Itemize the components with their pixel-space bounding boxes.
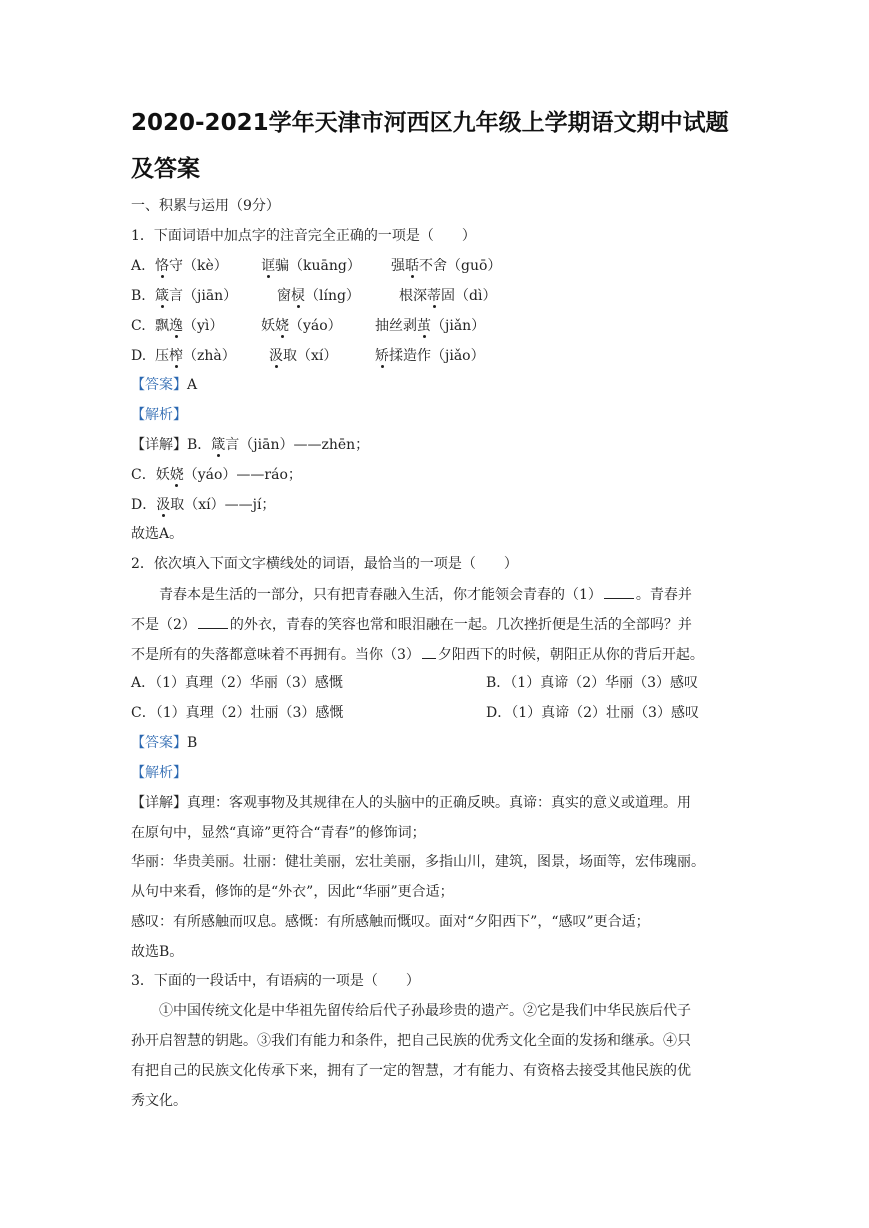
- q1-a-word3: 强聒不舍（guō）: [391, 258, 502, 274]
- q1-answer: [131, 375, 197, 395]
- q1-b-word2: 窗棂（líng）: [277, 288, 360, 304]
- section-heading: 一、积累与运用（9分）: [131, 198, 280, 214]
- option-label: C.: [131, 318, 146, 334]
- q1-detail-b: 【详解】B．箴言（jiān）——zhēn；: [131, 437, 370, 453]
- q1-d-word3: 矫揉造作（jiǎo）: [375, 348, 485, 364]
- q1-b-word3: 根深蒂固（dì）: [399, 288, 497, 304]
- q1-c-word1: 飘逸（yì）: [155, 318, 224, 334]
- q1-a-word2: 诓骗（kuāng）: [261, 258, 361, 274]
- q1-a-word1: 恪守（kè）: [155, 258, 228, 274]
- q1-c-word2: 妖娆（yáo）: [261, 318, 342, 334]
- q2-detail-line: 华丽：华贵美丽。壮丽：健壮美丽，宏壮美丽，多指山川，建筑，图景，场面等，宏伟瑰丽。: [131, 854, 705, 870]
- answer-tag: 【答案】: [131, 377, 187, 393]
- answer-value: A: [187, 377, 198, 393]
- option-label: A.: [131, 258, 146, 274]
- q3-passage-line: 孙开启智慧的钥匙。③我们有能力和条件，把自己民族的优秀文化全面的发扬和继承。④只: [131, 1033, 691, 1049]
- q3-passage-line: 有把自己的民族文化传承下来，拥有了一定的智慧，才有能力、有资格去接受其他民族的优: [131, 1063, 691, 1079]
- q1-option-d: [131, 346, 485, 366]
- q2-conclusion: 故选B。: [131, 944, 184, 960]
- q2-detail-line: 在原句中，显然“真谛”更符合“青春”的修饰词；: [131, 825, 426, 841]
- blank-2: [198, 614, 228, 629]
- answer-tag: 【答案】: [131, 735, 187, 751]
- q2-passage-line: 不是所有的失落都意味着不再拥有。当你（3） 夕阳西下的时候，朝阳正从你的背后开起。: [131, 644, 704, 665]
- q1-b-word1: 箴言（jiān）: [155, 288, 238, 304]
- q2-analysis-tag: 【解析】: [131, 765, 187, 781]
- answer-value: B: [187, 735, 198, 751]
- q2-option-a: A．（1）真理（2）华丽（3）感慨: [131, 675, 343, 691]
- q3-passage-line: ①中国传统文化是中华祖先留传给后代子孙最珍贵的遗产。②它是我们中华民族后代子: [159, 1003, 691, 1019]
- q2-detail-line: 感叹：有所感触而叹息。感慨：有所感触而慨叹。面对“夕阳西下”，“感叹”更合适；: [131, 914, 650, 930]
- q1-option-b: [131, 286, 497, 306]
- q1-d-word1: 压榨（zhà）: [155, 348, 236, 364]
- option-label: B.: [131, 288, 146, 304]
- q1-option-a: [131, 256, 502, 276]
- q1-c-word3: 抽丝剥茧（jiǎn）: [375, 318, 486, 334]
- q2-detail-line: 从句中来看，修饰的是“外衣”，因此“华丽”更合适；: [131, 884, 454, 900]
- document-title: 2020-2021学年天津市河西区九年级上学期语文期中试题及答案: [131, 110, 729, 182]
- q2-answer: [131, 733, 197, 753]
- blank-3: [422, 644, 436, 659]
- q1-analysis-tag: 【解析】: [131, 407, 187, 423]
- q2-passage-line: 不是（2） 的外衣，青春的笑容也常和眼泪融在一起。几次挫折便是生活的全部吗？并: [131, 614, 692, 635]
- blank-1: [604, 584, 634, 599]
- q2-option-c: C．（1）真理（2）壮丽（3）感慨: [131, 705, 344, 721]
- q1-detail-d: D．汲取（xí）——jí；: [131, 497, 276, 513]
- q2-option-d: D．（1）真谛（2）壮丽（3）感叹: [486, 705, 699, 721]
- q1-d-word2: 汲取（xí）: [269, 348, 338, 364]
- q1-stem: 1．下面词语中加点字的注音完全正确的一项是（ ）: [131, 228, 476, 244]
- q2-option-b: B．（1）真谛（2）华丽（3）感叹: [486, 675, 699, 691]
- detail-tag: 【详解】: [131, 795, 187, 811]
- q3-passage-line: 秀文化。: [131, 1093, 187, 1109]
- detail-tag: 【详解】: [131, 437, 187, 453]
- q3-stem: 3．下面的一段话中，有语病的一项是（ ）: [131, 973, 420, 989]
- q2-stem: 2．依次填入下面文字横线处的词语，最恰当的一项是（ ）: [131, 556, 518, 572]
- q2-passage-line: 青春本是生活的一部分，只有把青春融入生活，你才能领会青春的（1） 。青春并: [159, 584, 692, 605]
- q1-option-c: [131, 316, 486, 336]
- q1-conclusion: 故选A。: [131, 526, 184, 542]
- q2-detail-line: 【详解】真理：客观事物及其规律在人的头脑中的正确反映。真谛：真实的意义或道理。用: [131, 795, 691, 811]
- option-label: D.: [131, 348, 147, 364]
- q1-detail-c: C．妖娆（yáo）——ráo；: [131, 467, 302, 483]
